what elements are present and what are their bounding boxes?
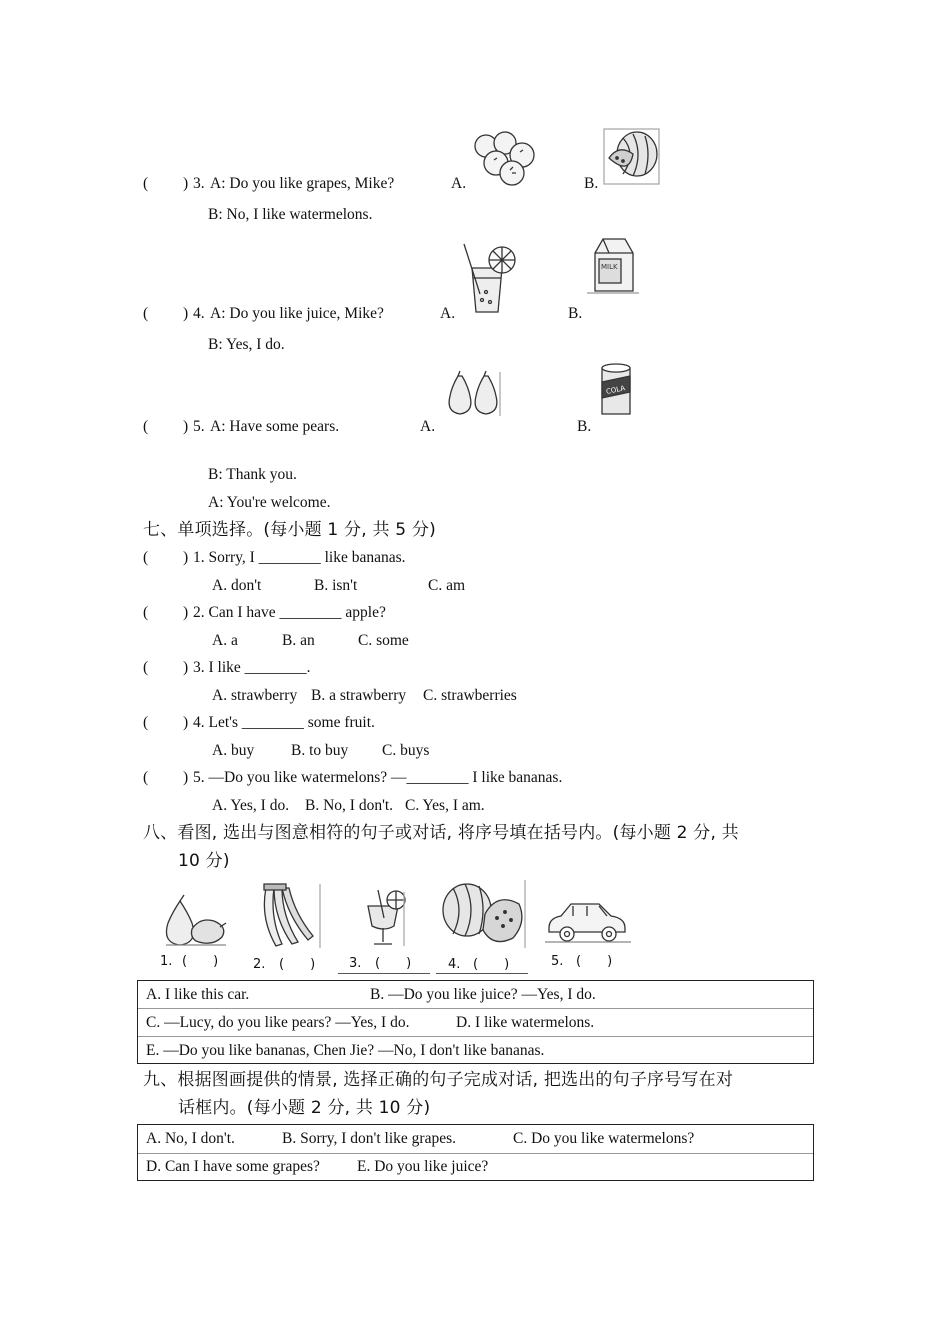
option-a[interactable]: A. don't	[212, 577, 262, 594]
picture-label-4: 4.	[448, 957, 461, 972]
dialogue-line-c: A: You're welcome.	[208, 494, 331, 511]
pears-picture[interactable]	[158, 893, 230, 949]
dialogue-line-b: B: Yes, I do.	[208, 336, 285, 353]
question-stem: 5. —Do you like watermelons? —________ I like bananas.	[193, 769, 563, 786]
option-a[interactable]: A. strawberry	[212, 687, 298, 704]
option-a: A. No, I don't.	[146, 1130, 235, 1147]
car-picture[interactable]	[543, 896, 633, 944]
option-b-label: B.	[584, 175, 599, 192]
row-divider	[138, 1153, 813, 1154]
option-c[interactable]: C. Yes, I am.	[405, 797, 485, 814]
picture-blank-3[interactable]: ( )	[375, 956, 412, 971]
picture-label-5: 5.	[551, 954, 564, 969]
option-d: D. I like watermelons.	[456, 1014, 595, 1031]
dialogue-line-a: A: Do you like juice, Mike?	[210, 305, 384, 322]
picture-blank-2[interactable]: ( )	[279, 957, 316, 972]
dialogue-line-a: A: Do you like grapes, Mike?	[210, 175, 395, 192]
bananas-picture[interactable]	[256, 882, 324, 950]
option-b-label: B.	[577, 418, 592, 435]
answer-paren-open[interactable]: (	[143, 714, 149, 731]
cola-can-picture[interactable]	[596, 362, 636, 420]
answer-paren-open[interactable]: (	[143, 659, 149, 676]
option-a-label: A.	[420, 418, 436, 435]
picture-baseline-3	[338, 973, 430, 974]
picture-blank-5[interactable]: ( )	[576, 954, 613, 969]
option-b[interactable]: B. a strawberry	[311, 687, 407, 704]
svg-text:MILK: MILK	[601, 263, 618, 271]
dialogue-line-a: A: Have some pears.	[210, 418, 340, 435]
dialogue-line-b: B: Thank you.	[208, 466, 297, 483]
option-e: E. Do you like juice?	[357, 1158, 489, 1175]
milk-picture[interactable]	[585, 235, 641, 295]
section-9-heading: 九、根据图画提供的情景, 选择正确的句子完成对话, 把选出的句子序号写在对	[143, 1070, 734, 1090]
answer-paren-open[interactable]: (	[143, 418, 149, 435]
answer-paren-close: )	[183, 175, 189, 192]
option-b[interactable]: B. isn't	[314, 577, 358, 594]
option-b[interactable]: B. to buy	[291, 742, 349, 759]
answer-paren-close: )	[183, 305, 189, 322]
answer-paren-open[interactable]: (	[143, 549, 149, 566]
answer-paren-close: )	[183, 549, 189, 566]
option-c[interactable]: C. buys	[382, 742, 430, 759]
option-c[interactable]: C. strawberries	[423, 687, 517, 704]
answer-paren-close: )	[183, 659, 189, 676]
option-c[interactable]: C. some	[358, 632, 409, 649]
question-number: 4.	[193, 305, 205, 322]
answer-paren-close: )	[183, 418, 189, 435]
svg-text:COLA: COLA	[605, 384, 626, 396]
option-c: C. —Lucy, do you like pears? —Yes, I do.	[146, 1014, 410, 1031]
option-a[interactable]: A. a	[212, 632, 238, 649]
part9-options-box	[137, 1124, 814, 1181]
option-e: E. —Do you like bananas, Chen Jie? —No, I don't like bananas.	[146, 1042, 545, 1059]
row-divider	[138, 1008, 813, 1009]
answer-paren-close: )	[183, 604, 189, 621]
section-8-heading: 八、看图, 选出与图意相符的句子或对话, 将序号填在括号内。(每小题 2 分, 共	[143, 823, 739, 843]
question-number: 5.	[193, 418, 205, 435]
row-divider	[138, 1036, 813, 1037]
juice-picture[interactable]	[458, 242, 520, 314]
section-8-heading-cont: 10 分)	[178, 851, 230, 871]
watermelon-picture[interactable]	[603, 128, 661, 186]
pears-picture[interactable]	[444, 370, 504, 418]
answer-paren-open[interactable]: (	[143, 305, 149, 322]
dialogue-line-b: B: No, I like watermelons.	[208, 206, 373, 223]
option-a[interactable]: A. buy	[212, 742, 255, 759]
option-b[interactable]: B. an	[282, 632, 315, 649]
picture-blank-1[interactable]: ( )	[182, 954, 219, 969]
option-b: B. —Do you like juice? —Yes, I do.	[370, 986, 596, 1003]
picture-label-3: 3.	[349, 956, 362, 971]
option-d: D. Can I have some grapes?	[146, 1158, 320, 1175]
answer-paren-close: )	[183, 769, 189, 786]
picture-label-2: 2.	[253, 957, 266, 972]
question-stem: 2. Can I have ________ apple?	[193, 604, 386, 621]
part8-options-box	[137, 980, 814, 1064]
section-9-heading-cont: 话框内。(每小题 2 分, 共 10 分)	[178, 1098, 431, 1118]
option-c[interactable]: C. am	[428, 577, 466, 594]
question-stem: 3. I like ________.	[193, 659, 311, 676]
picture-blank-4[interactable]: ( )	[473, 957, 510, 972]
juice-glass-picture[interactable]	[360, 888, 410, 950]
answer-paren-open[interactable]: (	[143, 604, 149, 621]
answer-paren-close: )	[183, 714, 189, 731]
option-a-label: A.	[451, 175, 467, 192]
watermelon-picture[interactable]	[439, 878, 529, 950]
option-a[interactable]: A. Yes, I do.	[212, 797, 290, 814]
picture-label-1: 1.	[160, 954, 173, 969]
option-b: B. Sorry, I don't like grapes.	[282, 1130, 456, 1147]
oranges-picture[interactable]	[472, 130, 542, 188]
question-number: 3.	[193, 175, 205, 192]
option-a-label: A.	[440, 305, 456, 322]
answer-paren-open[interactable]: (	[143, 769, 149, 786]
option-c: C. Do you like watermelons?	[513, 1130, 695, 1147]
option-a: A. I like this car.	[146, 986, 250, 1003]
section-7-heading: 七、单项选择。(每小题 1 分, 共 5 分)	[143, 520, 436, 540]
answer-paren-open[interactable]: (	[143, 175, 149, 192]
question-stem: 1. Sorry, I ________ like bananas.	[193, 549, 406, 566]
option-b-label: B.	[568, 305, 583, 322]
option-b[interactable]: B. No, I don't.	[305, 797, 394, 814]
question-stem: 4. Let's ________ some fruit.	[193, 714, 375, 731]
